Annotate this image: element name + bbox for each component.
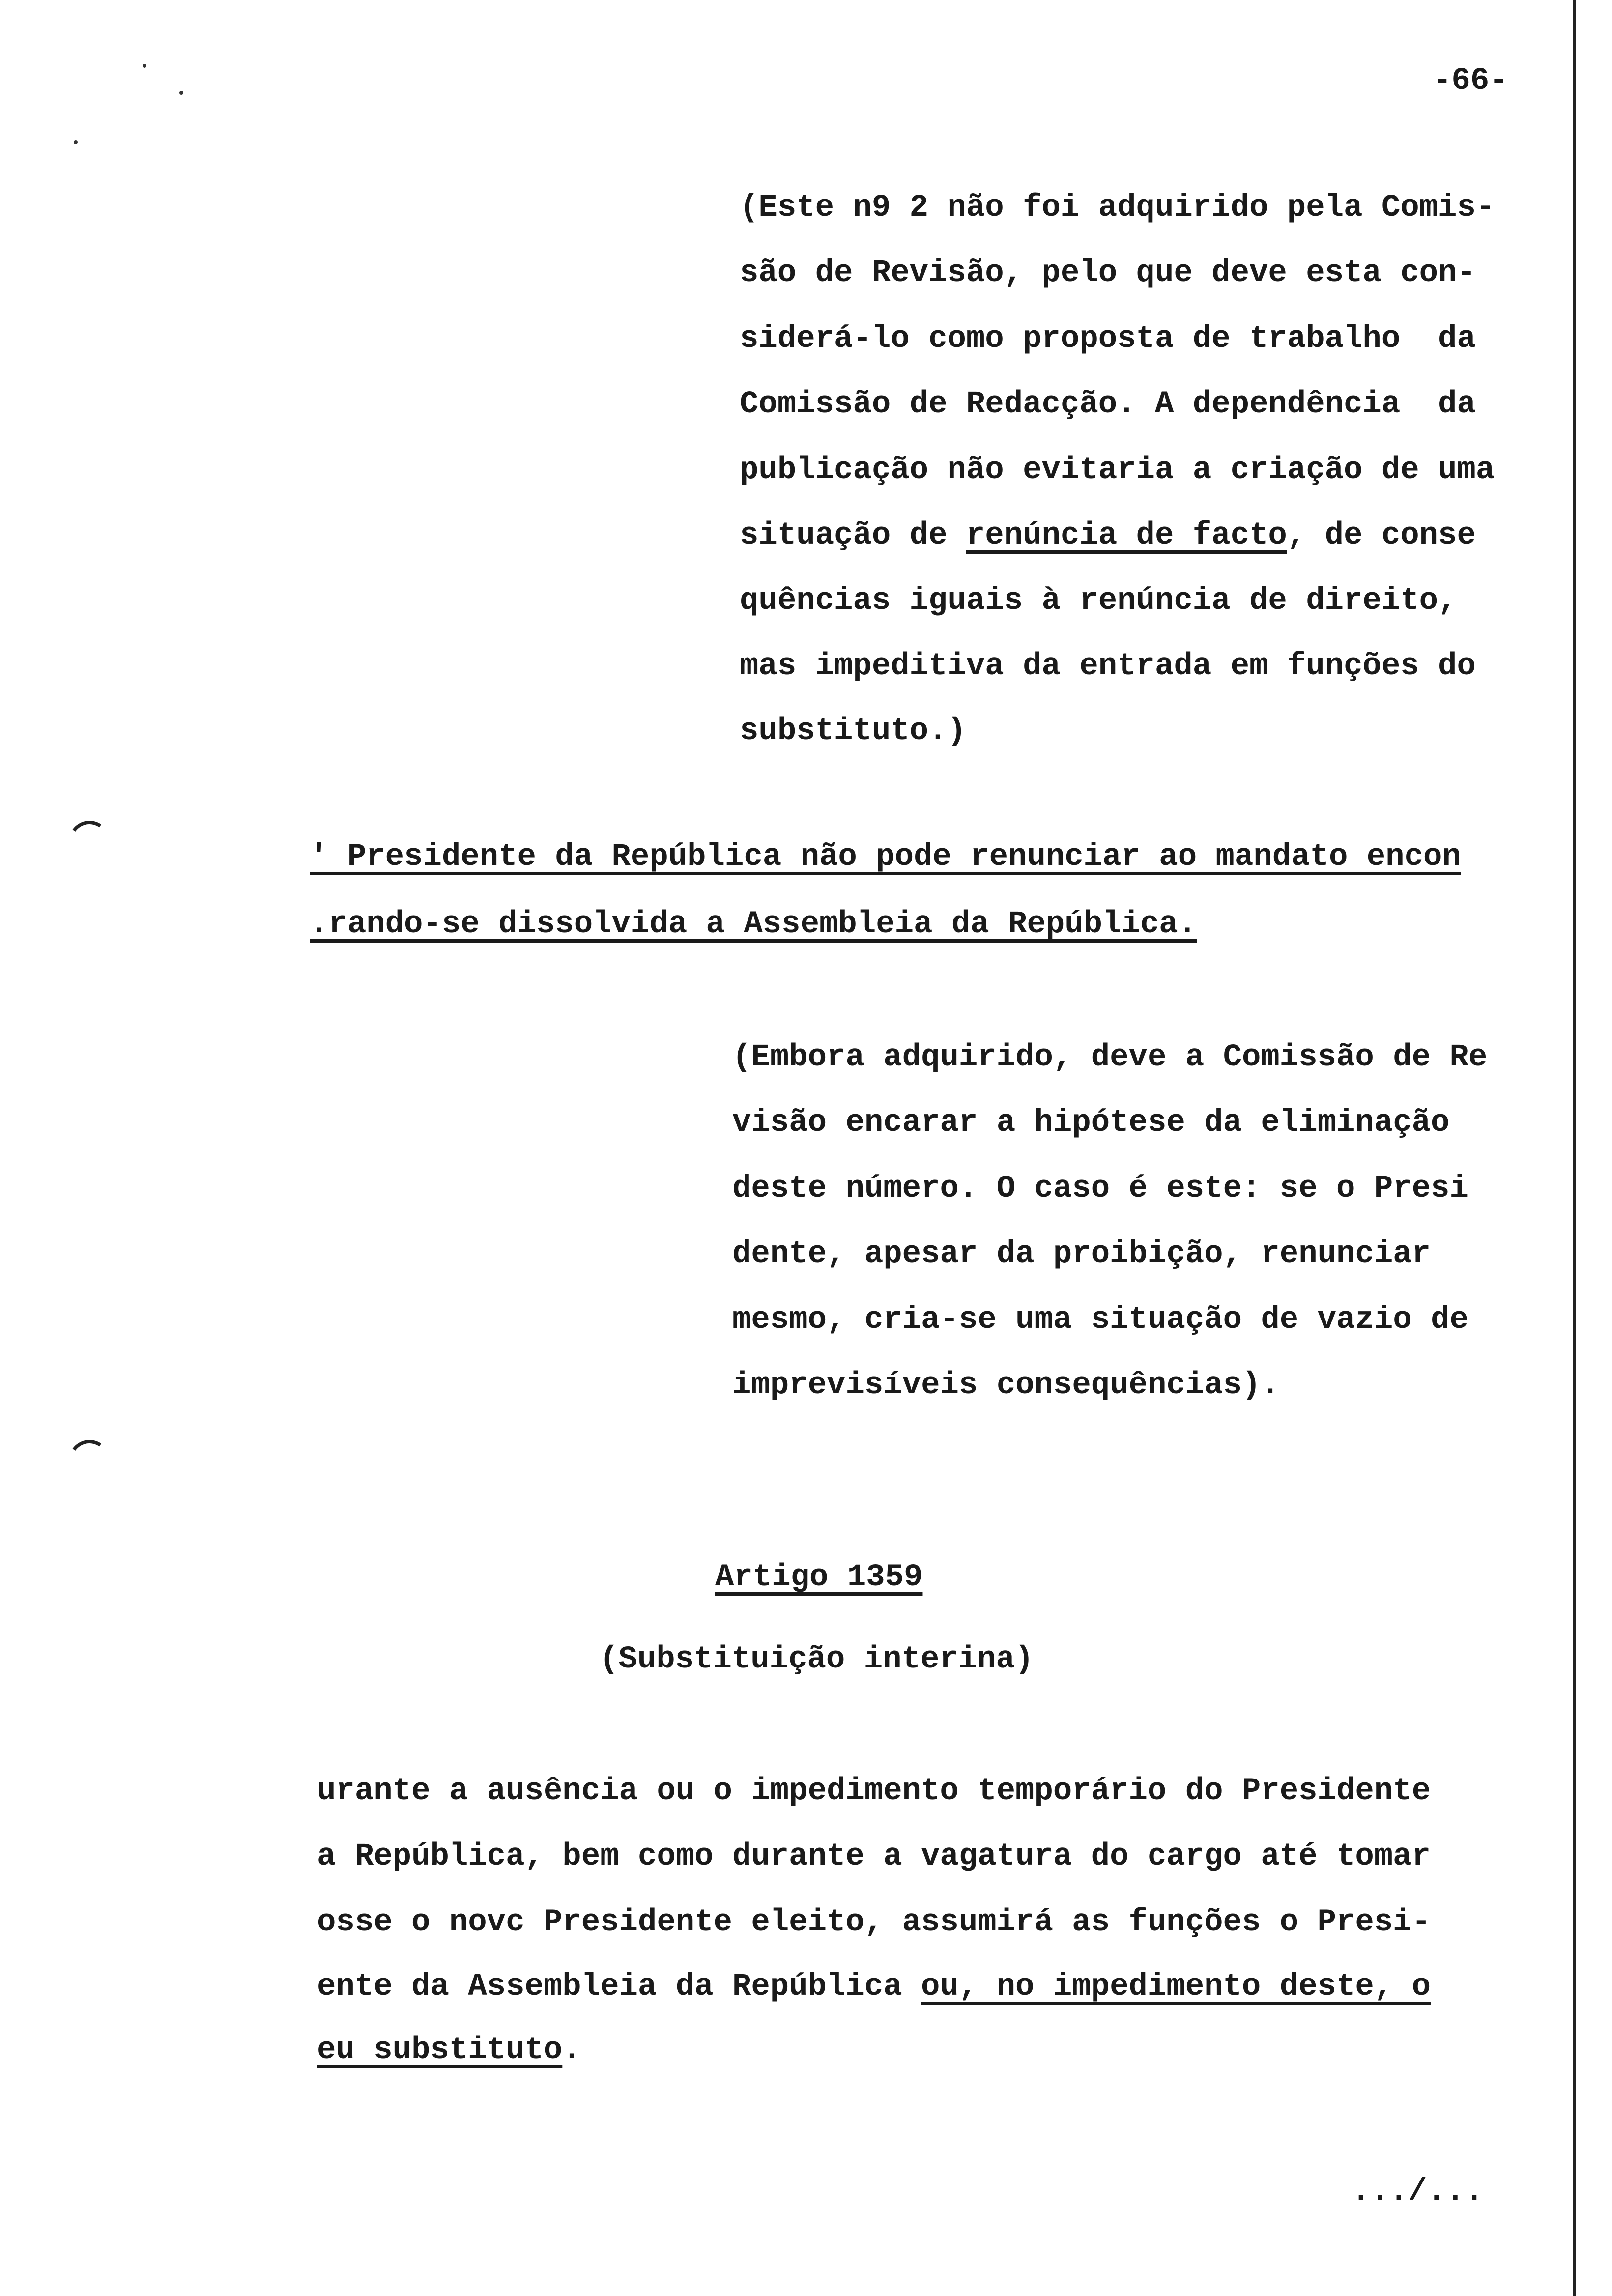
note-line: publicação não evitaria a criação de uma xyxy=(740,453,1495,488)
article-title: Artigo 1359 xyxy=(715,1560,923,1595)
body-line: osse o novc Presidente eleito, assumirá as funções o Presi- xyxy=(317,1905,1431,1940)
text: situação de xyxy=(740,518,966,553)
underlined-text: renúncia de facto xyxy=(966,518,1287,553)
page-number: -66- xyxy=(1433,63,1508,99)
underlined-text: ou, no impedimento deste, o xyxy=(921,1969,1431,2005)
note-line: (Este n9 2 não foi adquirido pela Comis- xyxy=(740,190,1495,226)
text: , de conse xyxy=(1287,518,1476,553)
body-line xyxy=(317,2031,581,2070)
note-line: visão encarar a hipótese da eliminação xyxy=(732,1105,1450,1141)
body-line: ' Presidente da República não pode renunciar ao mandato encon xyxy=(310,839,1461,875)
speck xyxy=(179,91,183,95)
text: ente da Assembleia da República xyxy=(317,1969,921,2005)
note-line: (Embora adquirido, deve a Comissão de Re xyxy=(732,1040,1488,1075)
note-line: quências iguais à renúncia de direito, xyxy=(740,583,1457,619)
note-line: dente, apesar da proibição, renunciar xyxy=(732,1236,1431,1272)
speck xyxy=(74,140,78,144)
note-line: mas impeditiva da entrada em funções do xyxy=(740,649,1476,684)
note-line: deste número. O caso é este: se o Presi xyxy=(732,1171,1468,1206)
note-line: siderá-lo como proposta de trabalho da xyxy=(740,321,1476,357)
punch-hole-mark xyxy=(65,1436,113,1484)
underlined-text: eu substituto xyxy=(317,2033,563,2068)
note-line: substituto.) xyxy=(740,714,966,749)
page-edge-line xyxy=(1573,0,1576,2296)
body-line: .rando-se dissolvida a Assembleia da República. xyxy=(310,907,1197,942)
text: . xyxy=(562,2033,581,2068)
body-line xyxy=(317,1967,1431,2007)
note-line: Comissão de Redacção. A dependência da xyxy=(740,387,1476,422)
body-line: a República, bem como durante a vagatura do cargo até tomar xyxy=(317,1839,1431,1874)
body-line: urante a ausência ou o impedimento temporário do Presidente xyxy=(317,1774,1431,1809)
note-line: mesmo, cria-se uma situação de vazio de xyxy=(732,1302,1468,1338)
speck xyxy=(143,64,146,68)
punch-hole-mark xyxy=(65,817,113,865)
article-subtitle: (Substituição interina) xyxy=(600,1642,1034,1677)
continuation-mark: .../... xyxy=(1352,2174,1484,2210)
note-line xyxy=(740,516,1476,555)
note-line: imprevisíveis consequências). xyxy=(732,1368,1280,1403)
note-line: são de Revisão, pelo que deve esta con- xyxy=(740,256,1476,291)
